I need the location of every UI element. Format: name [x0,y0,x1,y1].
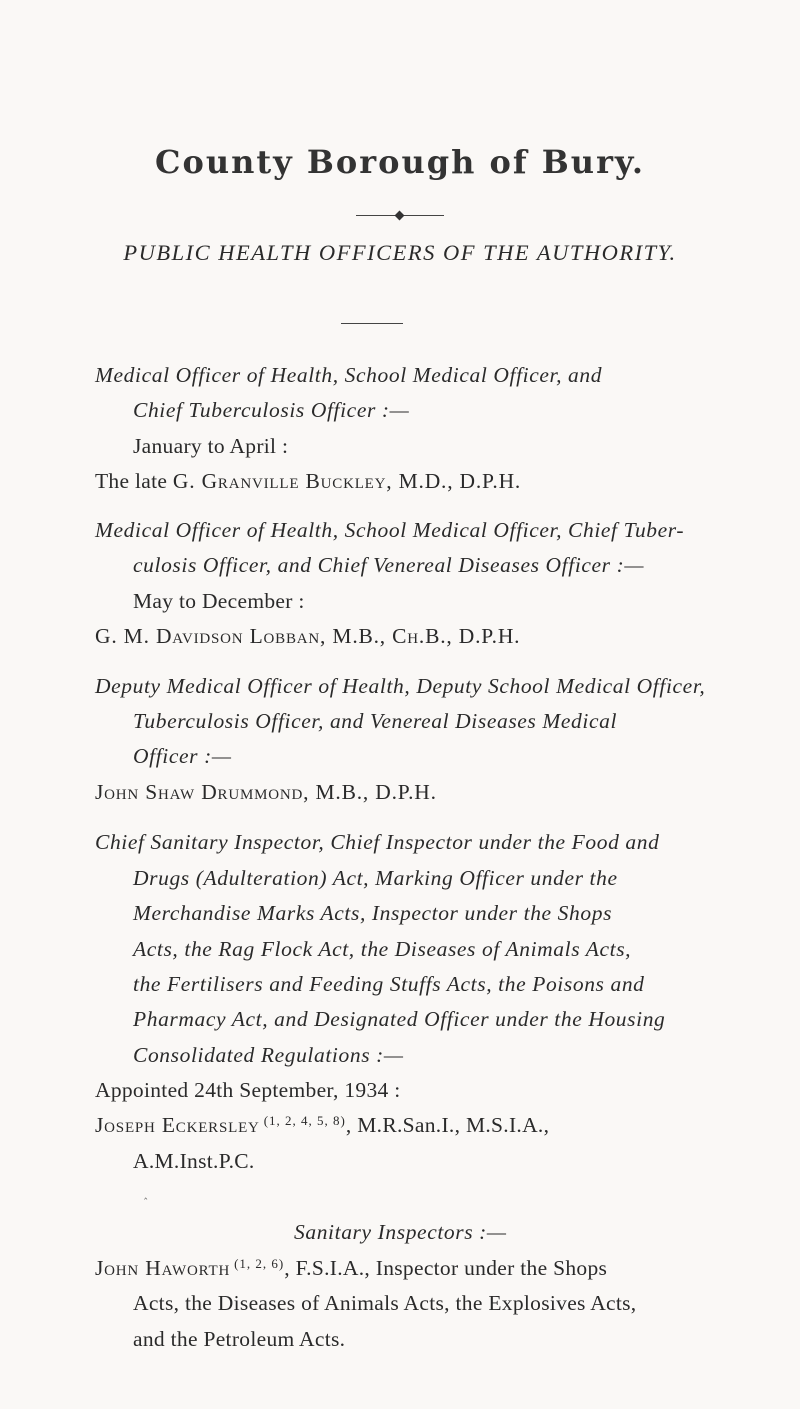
person-quals: , F.S.I.A., Inspector under the Shops [284,1256,608,1280]
diamond-icon [395,211,405,221]
person-name: G. M. Davidson Lobban, M.B., Ch.B., D.P.H. [95,624,521,648]
person-name: G. Granville Buckley, M.D., D.P.H. [172,469,522,493]
divider-rule [341,323,403,324]
role-line: Acts, the Rag Flock Act, the Diseases of Animals Acts, [133,937,632,961]
person-name: John Shaw Drummond, M.B., D.P.H. [95,780,437,804]
person-desc-line: and the Petroleum Acts. [133,1327,346,1351]
role-line: Sanitary Inspectors :— [294,1220,507,1244]
person-prefix: The late [95,469,173,493]
role-line: Tuberculosis Officer, and Venereal Diseases Medical [133,709,618,733]
role-line: Merchandise Marks Acts, Inspector under the Shops [133,901,613,925]
person-name: Joseph Eckersley [95,1113,260,1137]
person-desc-line: Acts, the Diseases of Animals Acts, the Explosives Acts, [133,1291,637,1315]
person-quals-cont: A.M.Inst.P.C. [133,1149,255,1173]
person-line [95,469,521,494]
person-name: John Haworth [95,1256,231,1280]
divider-ornament [356,210,444,222]
page-title: County Borough of Bury. [155,143,645,181]
person-quals: , M.R.San.I., M.S.I.A., [345,1113,550,1137]
role-line: Deputy Medical Officer of Health, Deputy School Medical Officer, [95,674,706,698]
role-line: Consolidated Regulations :— [133,1043,404,1067]
role-line: culosis Officer, and Chief Venereal Diseases Officer :— [133,553,645,577]
role-line: Medical Officer of Health, School Medical Officer, and [95,363,603,387]
role-line: Chief Sanitary Inspector, Chief Inspector under the Food and [95,830,660,854]
stray-mark: ‸ [144,1189,148,1200]
role-line: the Fertilisers and Feeding Stuffs Acts, the Poisons and [133,972,645,996]
person-line [95,1256,607,1281]
role-line: Medical Officer of Health, School Medical Officer, Chief Tuber- [95,518,685,542]
period-line: January to April : [133,434,289,458]
role-line: Chief Tuberculosis Officer :— [133,398,410,422]
role-line: Pharmacy Act, and Designated Officer under the Housing [133,1007,666,1031]
role-line: Drugs (Adulteration) Act, Marking Officer under the [133,866,618,890]
period-line: May to December : [133,589,305,613]
person-line [95,1113,549,1138]
qualification-refs: (1, 2, 6) [234,1256,285,1271]
period-line: Appointed 24th September, 1934 : [95,1078,401,1102]
section-heading: PUBLIC HEALTH OFFICERS OF THE AUTHORITY. [123,240,677,265]
qualification-refs: (1, 2, 4, 5, 8) [263,1113,346,1128]
role-line: Officer :— [133,744,232,768]
